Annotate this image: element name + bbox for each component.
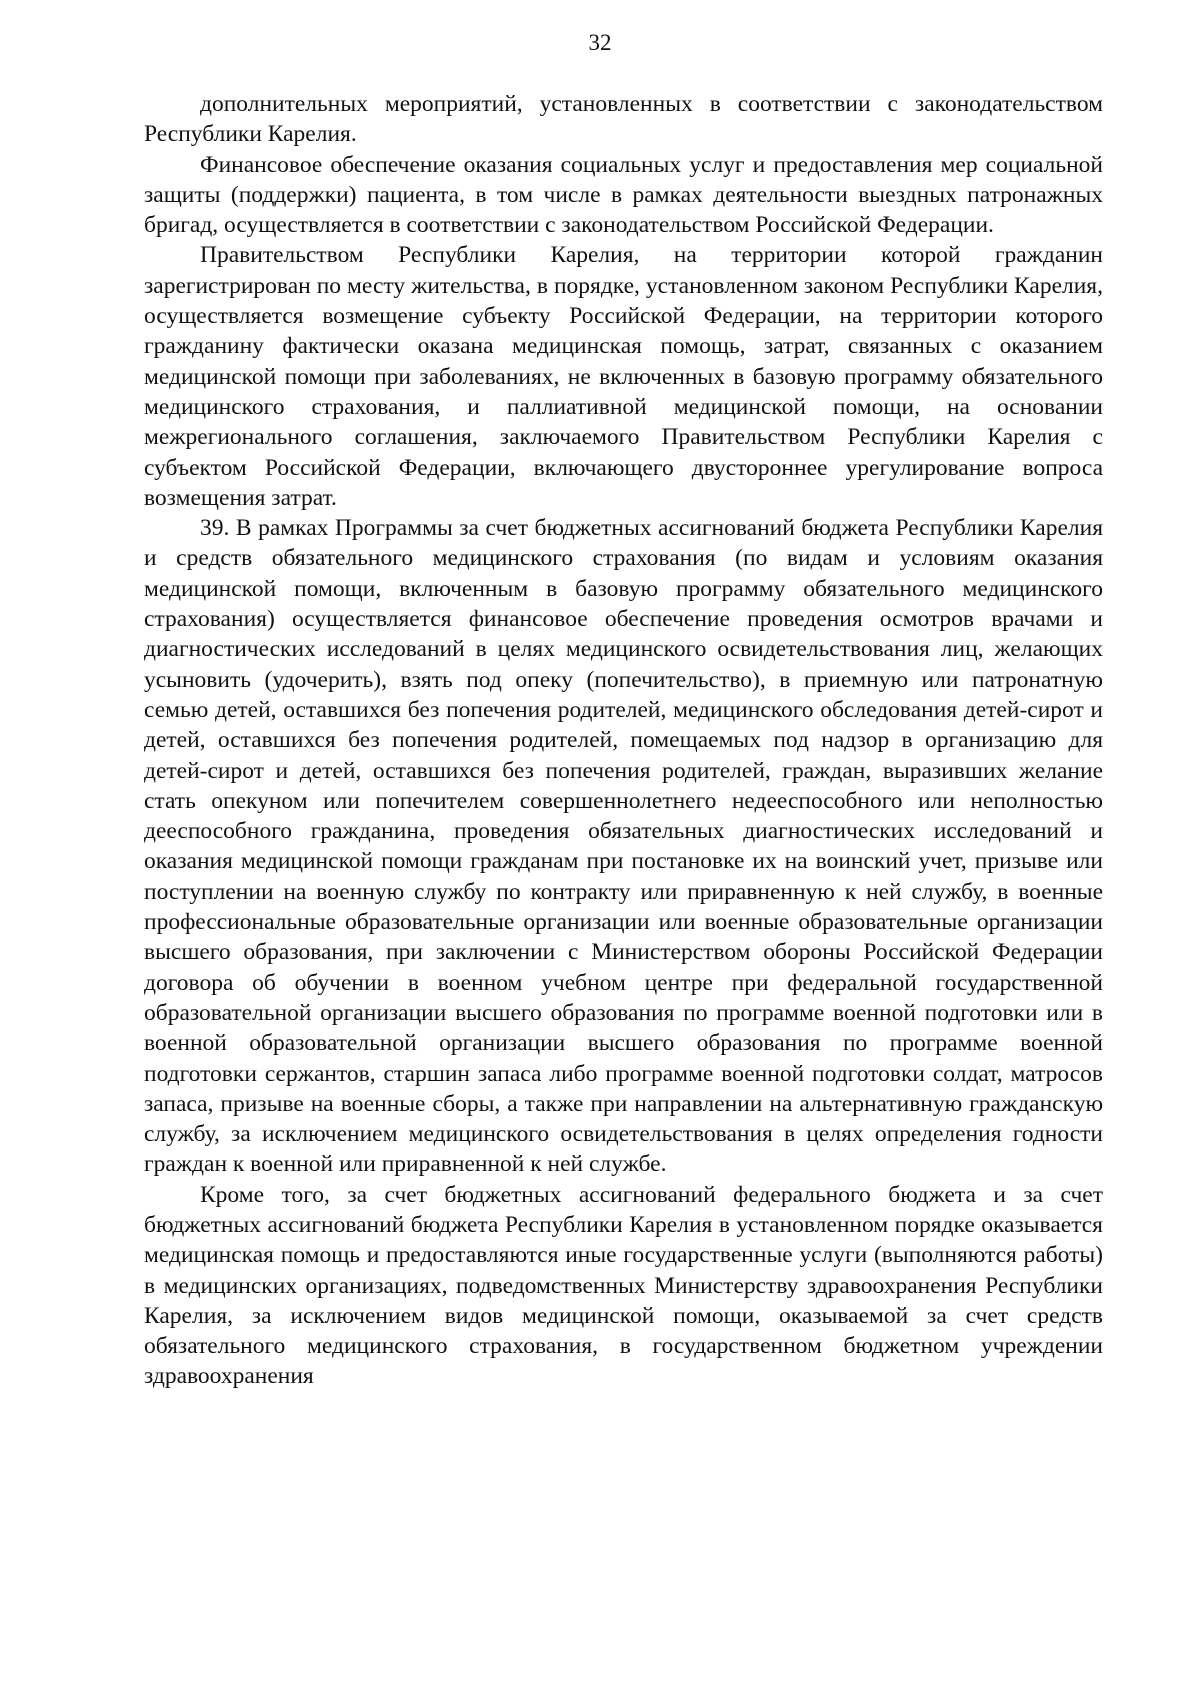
paragraph-additional-funding: Кроме того, за счет бюджетных ассигнований федерального бюджета и за счет бюджетных ассигнований бюджета Республики Карелия в установленном порядке оказывается медицинская помощь и предоставляются иные государственные услуги (выполняются работы) в медицинских организациях, подведомственных Министерству здравоохранения Республики Карелия, за исключением видов медицинской помощи, оказываемой за счет средств обязательного медицинского страхования, в государственном бюджетном учреждении здравоохранения <box>144 1181 1103 1390</box>
document-body <box>144 89 1103 1392</box>
paragraph-interregional-compensation: Правительством Республики Карелия, на территории которой гражданин зарегистрирован по месту жительства, в порядке, установленном законом Республики Карелия, осуществляется возмещение субъекту Российской Федерации, на территории которого гражданину фактически оказана медицинская помощь, затрат, связанных с оказанием медицинской помощи при заболеваниях, не включенных в базовую программу обязательного медицинского страхования, и паллиативной медицинской помощи, на основании межрегионального соглашения, заключаемого Правительством Республики Карелия с субъектом Российской Федерации, включающего двустороннее урегулирование вопроса возмещения затрат. <box>144 242 1103 511</box>
paragraph-continuation: дополнительных мероприятий, установленных в соответствии с законодательством Республики Карелия. <box>144 91 1103 148</box>
paragraph-social-services-funding: Финансовое обеспечение оказания социальных услуг и предоставления мер социальной защиты (поддержки) пациента, в том числе в рамках деятельности выездных патронажных бригад, осуществляется в соответствии с законодательством Российской Федерации. <box>144 151 1103 239</box>
paragraph-item-39: 39. В рамках Программы за счет бюджетных ассигнований бюджета Республики Карелия и средств обязательного медицинского страхования (по видам и условиям оказания медицинской помощи, включенным в базовую программу обязательного медицинского страхования) осуществляется финансовое обеспечение проведения осмотров врачами и диагностических исследований в целях медицинского освидетельствования лиц, желающих усыновить (удочерить), взять под опеку (попечительство), в приемную или патронатную семью детей, оставшихся без попечения родителей, медицинского обследования детей-сирот и детей, оставшихся без попечения родителей, помещаемых под надзор в организацию для детей-сирот и детей, оставшихся без попечения родителей, граждан, выразивших желание стать опекуном или попечителем совершеннолетнего недееспособного или неполностью дееспособного гражданина, проведения обязательных диагностических исследований и оказания медицинской помощи гражданам при постановке их на воинский учет, призыве или поступлении на военную службу по контракту или приравненную к ней службу, в военные профессиональные образовательные организации или военные образовательные организации высшего образования, при заключении с Министерством обороны Российской Федерации договора об обучении в военном учебном центре при федеральной государственной образовательной организации высшего образования по программе военной подготовки или в военной образовательной организации высшего образования по программе военной подготовки сержантов, старшин запаса либо программе военной подготовки солдат, матросов запаса, призыве на военные сборы, а также при направлении на альтернативную гражданскую службу, за исключением медицинского освидетельствования в целях определения годности граждан к военной или приравненной к ней службе. <box>144 515 1103 1178</box>
page-number: 32 <box>588 30 612 55</box>
